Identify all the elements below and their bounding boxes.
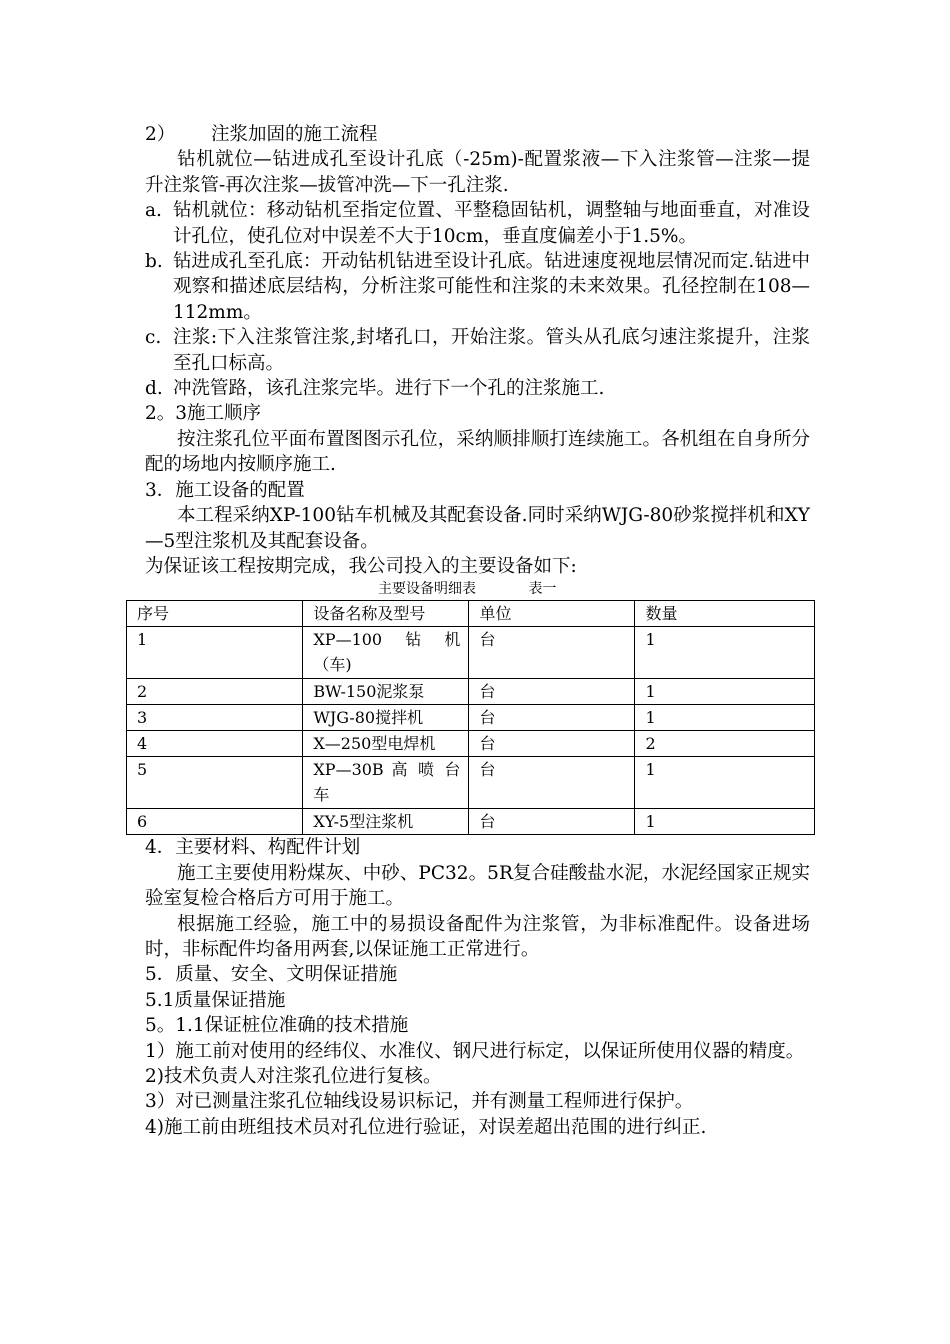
table-caption-title: 主要设备明细表 [378,581,476,598]
step-label: a. [145,200,162,222]
process-heading-number: 2） [145,124,176,145]
table-header-cell: 数量 [635,601,815,627]
section-3-text: 本工程采纳XP-100钻车机械及其配套设备.同时采纳WJG-80砂浆搅拌机和XY—5型注浆机及其配套设备。 [145,505,810,552]
table-row [127,809,815,835]
table-cell: 1 [635,679,815,705]
table-row [127,757,815,809]
process-heading [145,122,810,147]
table-cell: 台 [469,757,635,809]
measure-item: 4)施工前由班组技术员对孔位进行验证，对误差超出范围的进行纠正. [145,1116,707,1138]
table-cell: 1 [635,757,815,809]
table-header-cell: 单位 [469,601,635,627]
step-label: c. [145,327,162,349]
table-cell: 2 [635,731,815,757]
measure-item: 3）对已测量注浆孔位轴线设易识标记，并有测量工程师进行保护。 [145,1091,694,1113]
table-cell: BW-150泥浆泵 [303,679,469,705]
section-4-paragraph-2: 根据施工经验，施工中的易损设备配件为注浆管，为非标准配件。设备进场时，非标配件均备用两套,以保证施工正常进行。 [145,913,810,960]
step-text: 注浆:下入注浆管注浆,封堵孔口，开始注浆。管头从孔底匀速注浆提升，注浆至孔口标高。 [173,327,810,374]
step-item-b [145,249,810,325]
table-cell: 3 [127,705,303,731]
table-cell: WJG-80搅拌机 [303,705,469,731]
step-item-d [145,376,810,401]
section-5-heading: 5．质量、安全、文明保证措施 [145,964,398,986]
section-5-1-heading: 5.1质量保证措施 [145,989,286,1011]
table-cell: 4 [127,731,303,757]
section-3-heading: 3．施工设备的配置 [145,479,305,501]
step-text: 冲洗管路，该孔注浆完毕。进行下一个孔的注浆施工. [173,378,605,400]
table-row [127,705,815,731]
table-cell: 1 [635,809,815,835]
step-text: 钻机就位：移动钻机至指定位置、平整稳固钻机，调整轴与地面垂直，对准设计孔位，使孔位对中误差不大于10cm，垂直度偏差小于1.5%。 [173,200,810,247]
measure-item: 1）施工前对使用的经纬仪、水准仪、钢尺进行标定，以保证所使用仪器的精度。 [145,1040,805,1062]
table-cell: 台 [469,809,635,835]
process-heading-title: 注浆加固的施工流程 [211,124,378,145]
measure-item: 2)技术负责人对注浆孔位进行复核。 [145,1065,442,1087]
table-cell: 台 [469,627,635,679]
table-cell: XP—100 钻 机（车) [303,627,469,679]
table-row [127,627,815,679]
equipment-table [126,600,815,835]
process-summary: 钻机就位—钻进成孔至设计孔底（-25m)-配置浆液—下入注浆管—注浆—提升注浆管-再次注浆—拔管冲洗—下一孔注浆. [145,149,810,196]
table-number: 表一 [528,581,557,598]
table-cell: XY-5型注浆机 [303,809,469,835]
section-3-intro: 为保证该工程按期完成，我公司投入的主要设备如下: [145,555,577,577]
table-cell: 6 [127,809,303,835]
table-header-cell: 序号 [127,601,303,627]
section-2-3-text: 按注浆孔位平面布置图图示孔位，采纳顺排顺打连续施工。各机组在自身所分配的场地内按顺序施工. [145,428,810,476]
section-4-heading: 4．主要材料、构配件计划 [145,837,361,859]
step-text: 钻进成孔至孔底：开动钻机钻进至设计孔底。钻进速度视地层情况而定.钻进中观察和描述底层结构，分析注浆可能性和注浆的未来效果。孔径控制在108—112mm。 [173,251,810,323]
table-header-row [127,601,815,627]
table-row [127,679,815,705]
table-cell: 1 [635,627,815,679]
section-2-3-heading: 2。3施工顺序 [145,403,262,425]
document-body [137,122,810,1140]
step-label: d. [145,378,163,400]
table-cell: 台 [469,679,635,705]
table-cell: 台 [469,731,635,757]
table-header-cell: 设备名称及型号 [303,601,469,627]
section-5-1-1-heading: 5。1.1保证桩位准确的技术措施 [145,1015,409,1037]
table-caption [145,579,810,600]
section-4-paragraph-1: 施工主要使用粉煤灰、中砂、PC32。5R复合硅酸盐水泥，水泥经国家正规实验室复检合格后方可用于施工。 [145,862,810,910]
table-cell: XP—30B 高 喷 台车 [303,757,469,809]
table-cell: 1 [635,705,815,731]
step-label: b. [145,251,163,273]
step-item-a [145,198,810,249]
table-row [127,731,815,757]
table-cell: 台 [469,705,635,731]
table-cell: 5 [127,757,303,809]
table-cell: 1 [127,627,303,679]
table-cell: X—250型电焊机 [303,731,469,757]
step-item-c [145,325,810,376]
table-cell: 2 [127,679,303,705]
